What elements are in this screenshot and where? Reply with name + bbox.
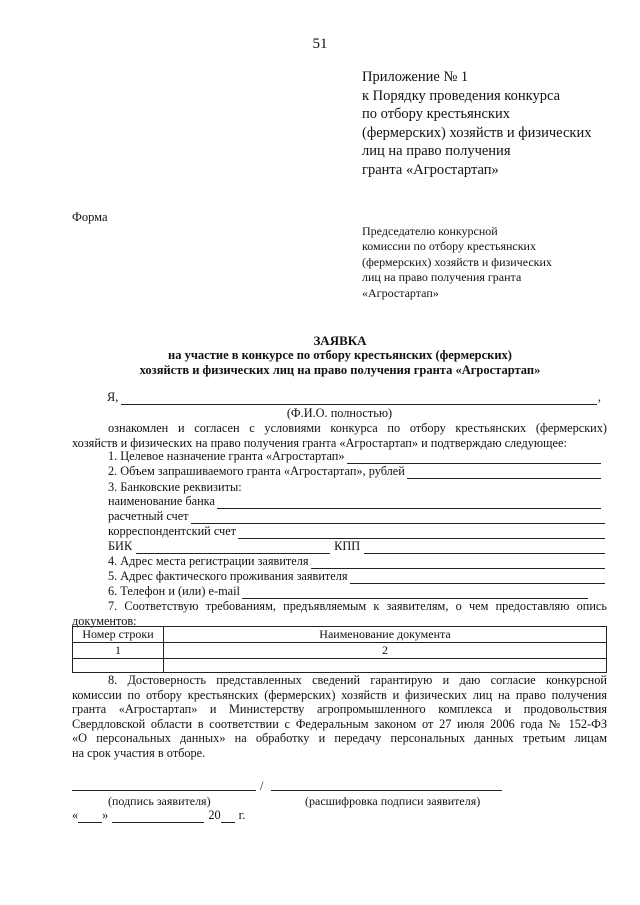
title-line: на участие в конкурсе по отбору крестьянских (фермерских) xyxy=(168,348,512,362)
addressee-block xyxy=(362,224,552,301)
consent-line-text: комиссии по отбору крестьянских (фермерских) хозяйств и физических лиц на право получения xyxy=(72,687,607,702)
reg-address-row xyxy=(108,554,605,569)
applicant-name-row xyxy=(107,390,601,405)
page-number: 51 xyxy=(312,36,328,52)
bank-name-row xyxy=(108,494,601,509)
phone-label: 6. Телефон и (или) e-mail xyxy=(108,584,240,598)
signature-field[interactable] xyxy=(72,790,256,791)
signature-separator: / xyxy=(260,779,264,793)
applicant-name-field[interactable] xyxy=(121,393,597,405)
phone-row xyxy=(108,584,588,599)
bank-details-label: 3. Банковские реквизиты: xyxy=(108,480,242,494)
document-title xyxy=(0,333,640,378)
table-cell[interactable] xyxy=(164,659,607,673)
reg-address-label: 4. Адрес места регистрации заявителя xyxy=(108,554,309,568)
account-row xyxy=(108,509,605,524)
intro-line: хозяйств и физических на право получения гранта «Агростартап» и подтверждаю следующее: xyxy=(72,435,567,450)
table-header-row xyxy=(73,627,607,643)
table-row xyxy=(73,643,607,659)
docs-intro-line: документов: xyxy=(72,613,137,628)
date-open-quote: « xyxy=(72,808,79,822)
applicant-prefix: Я, xyxy=(107,390,119,404)
date-day-field[interactable] xyxy=(78,811,102,823)
intro-line-text: ознакомлен и согласен с условиями конкурса по отбору крестьянских (фермерских) xyxy=(108,421,607,435)
corr-account-row xyxy=(108,524,605,539)
bank-name-field[interactable] xyxy=(217,497,601,509)
title-main: ЗАЯВКА xyxy=(313,333,367,348)
date-year-prefix: 20 xyxy=(208,808,221,822)
consent-line: на срок участия в отборе. xyxy=(72,745,206,760)
consent-line xyxy=(72,731,607,746)
consent-line-text: 8. Достоверность представленных сведений гарантирую и даю согласие конкурсной xyxy=(108,673,607,687)
consent-line xyxy=(72,673,607,688)
consent-paragraph xyxy=(72,673,607,761)
docs-intro xyxy=(72,599,607,628)
actual-address-field[interactable] xyxy=(350,572,605,584)
consent-line-text: «О персональных данных» на обработку и передачу персональных данных третьим лицам xyxy=(72,731,607,746)
table-cell: 1 xyxy=(73,643,164,659)
decode-caption: (расшифровка подписи заявителя) xyxy=(305,794,481,808)
addressee-line: Председателю конкурсной xyxy=(362,224,498,238)
appendix-line: гранта «Агростартап» xyxy=(362,161,499,178)
signature-caption: (подпись заявителя) xyxy=(108,794,211,808)
bank-name-label: наименование банка xyxy=(108,494,215,508)
appendix-header xyxy=(362,68,591,180)
kpp-field[interactable] xyxy=(364,542,605,554)
bik-label: БИК xyxy=(108,539,133,553)
reg-address-field[interactable] xyxy=(311,557,605,569)
consent-line xyxy=(72,702,607,717)
appendix-line: лиц на право получения xyxy=(362,143,511,160)
date-year-field[interactable] xyxy=(221,811,235,823)
corr-account-field[interactable] xyxy=(238,527,605,539)
intro-line xyxy=(72,421,607,436)
appendix-line: по отбору крестьянских xyxy=(362,106,510,123)
amount-row xyxy=(108,464,601,479)
appendix-line: Приложение № 1 xyxy=(362,69,469,85)
kpp-label: КПП xyxy=(334,539,361,553)
purpose-field[interactable] xyxy=(347,452,602,464)
docs-intro-line-text: 7. Соответствую требованиям, предъявляемым к заявителям, о чем предоставляю опись xyxy=(108,599,607,613)
signature-decode-field[interactable] xyxy=(271,790,502,791)
date-row xyxy=(72,808,245,823)
applicant-suffix: , xyxy=(597,390,601,404)
addressee-line: комиссии по отбору крестьянских xyxy=(362,239,536,254)
account-label: расчетный счет xyxy=(108,509,189,523)
purpose-row xyxy=(108,449,601,464)
bik-field[interactable] xyxy=(136,542,330,554)
table-cell[interactable] xyxy=(73,659,164,673)
appendix-line: (фермерских) хозяйств и физических xyxy=(362,124,592,141)
consent-line-text: Свердловской области в соответствии с Федеральным законом от 27 июля 2006 года № 152-ФЗ xyxy=(72,716,607,731)
intro-paragraph xyxy=(72,421,607,450)
appendix-line: к Порядку проведения конкурса xyxy=(362,87,561,104)
column-header: Наименование документа xyxy=(164,627,607,643)
date-close-quote: » xyxy=(102,808,109,822)
amount-field[interactable] xyxy=(407,467,601,479)
consent-line-text: гранта «Агростартап» и Министерству агропромышленного комплекса и продовольствия xyxy=(72,702,607,717)
phone-field[interactable] xyxy=(242,587,588,599)
bik-kpp-row xyxy=(108,539,605,554)
title-line: хозяйств и физических лиц на право получения гранта «Агростартап» xyxy=(139,363,541,377)
addressee-line: (фермерских) хозяйств и физических xyxy=(362,254,552,269)
consent-line xyxy=(72,688,607,703)
date-month-field[interactable] xyxy=(112,811,204,823)
form-label: Форма xyxy=(72,210,108,224)
actual-address-label: 5. Адрес фактического проживания заявителя xyxy=(108,569,348,583)
purpose-label: 1. Целевое назначение гранта «Агростартап» xyxy=(108,449,345,463)
table-row xyxy=(73,659,607,673)
table-cell: 2 xyxy=(164,643,607,659)
column-header: Номер строки xyxy=(73,627,164,643)
actual-address-row xyxy=(108,569,605,584)
addressee-line: лиц на право получения гранта xyxy=(362,270,522,285)
consent-line xyxy=(72,717,607,732)
docs-intro-line xyxy=(72,599,607,614)
applicant-caption: (Ф.И.О. полностью) xyxy=(286,406,393,420)
date-year-suffix: г. xyxy=(238,808,246,822)
addressee-line: «Агростартап» xyxy=(362,285,439,300)
documents-table xyxy=(72,626,607,673)
amount-label: 2. Объем запрашиваемого гранта «Агростартап», рублей xyxy=(108,464,405,478)
account-field[interactable] xyxy=(191,512,605,524)
corr-account-label: корреспондентский счет xyxy=(108,524,237,538)
